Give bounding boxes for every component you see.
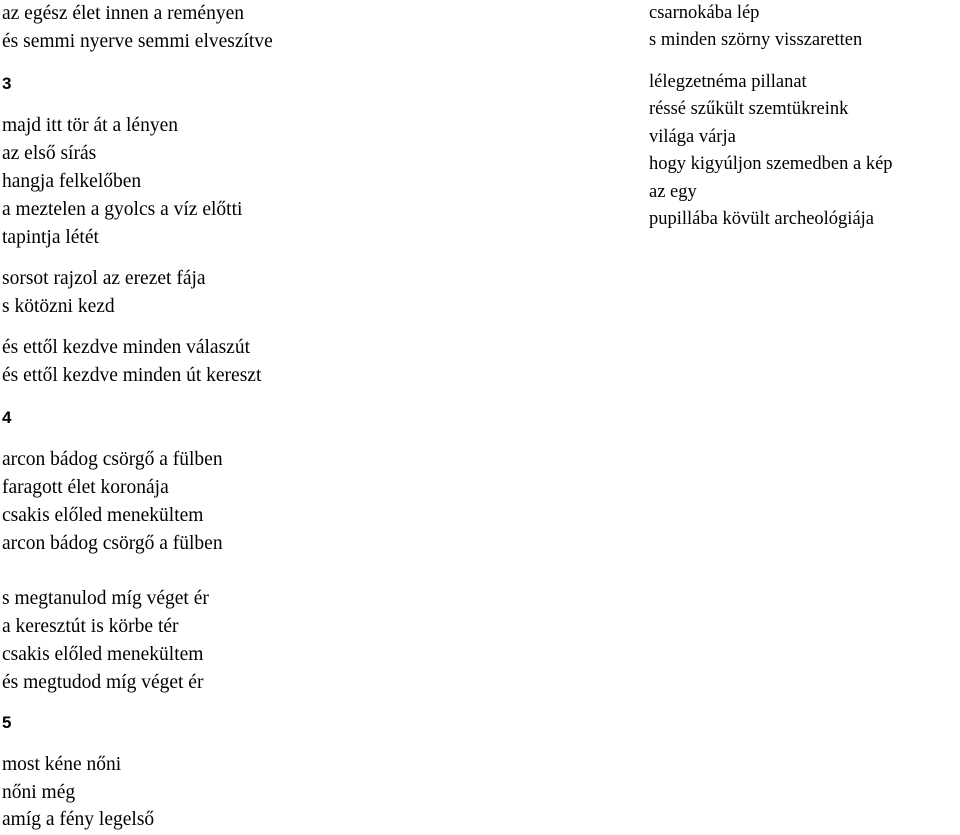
poem-line: most kéne nőni [2, 754, 122, 775]
poem-line: nőni még [2, 782, 76, 803]
poem-line: világa várja [649, 127, 736, 147]
poem-line: arcon bádog csörgő a fülben [2, 449, 223, 470]
poem-line: pupillába kövült archeológiája [649, 209, 875, 229]
poem-line: réssé szűkült szemtükreink [649, 99, 849, 119]
poem-line: hangja felkelőben [2, 171, 142, 192]
poem-line: s kötözni kezd [2, 296, 115, 317]
poem-line: faragott élet koronája [2, 477, 169, 498]
poem-line: és semmi nyerve semmi elveszítve [2, 31, 273, 52]
poem-line: az egy [649, 182, 697, 202]
poem-line: és ettől kezdve minden út kereszt [2, 365, 262, 386]
poem-line: hogy kigyúljon szemedben a kép [649, 154, 893, 174]
poem-line: amíg a fény legelső [2, 809, 155, 830]
poem-line: sorsot rajzol az erezet fája [2, 268, 206, 289]
poem-line: csarnokába lép [649, 3, 760, 23]
poem-line: s minden szörny visszaretten [649, 30, 863, 50]
poem-line: arcon bádog csörgő a fülben [2, 533, 223, 554]
poem-line: a meztelen a gyolcs a víz előtti [2, 199, 243, 220]
poem-line: csakis előled menekültem [2, 644, 204, 665]
poem-line: és ettől kezdve minden válaszút [2, 337, 250, 358]
poem-line: az első sírás [2, 143, 97, 164]
section-number: 3 [2, 74, 12, 93]
poem-line: és megtudod míg véget ér [2, 672, 204, 693]
section-number: 4 [2, 408, 12, 427]
poem-line: lélegzetnéma pillanat [649, 72, 807, 92]
poem-line: tapintja létét [2, 227, 99, 248]
poem-line: a keresztút is körbe tér [2, 616, 179, 637]
poem-line: s megtanulod míg véget ér [2, 588, 209, 609]
poem-line: az egész élet innen a reményen [2, 3, 244, 24]
poem-line: csakis előled menekültem [2, 505, 204, 526]
poem-line: majd itt tör át a lényen [2, 115, 178, 136]
section-number: 5 [2, 713, 12, 732]
